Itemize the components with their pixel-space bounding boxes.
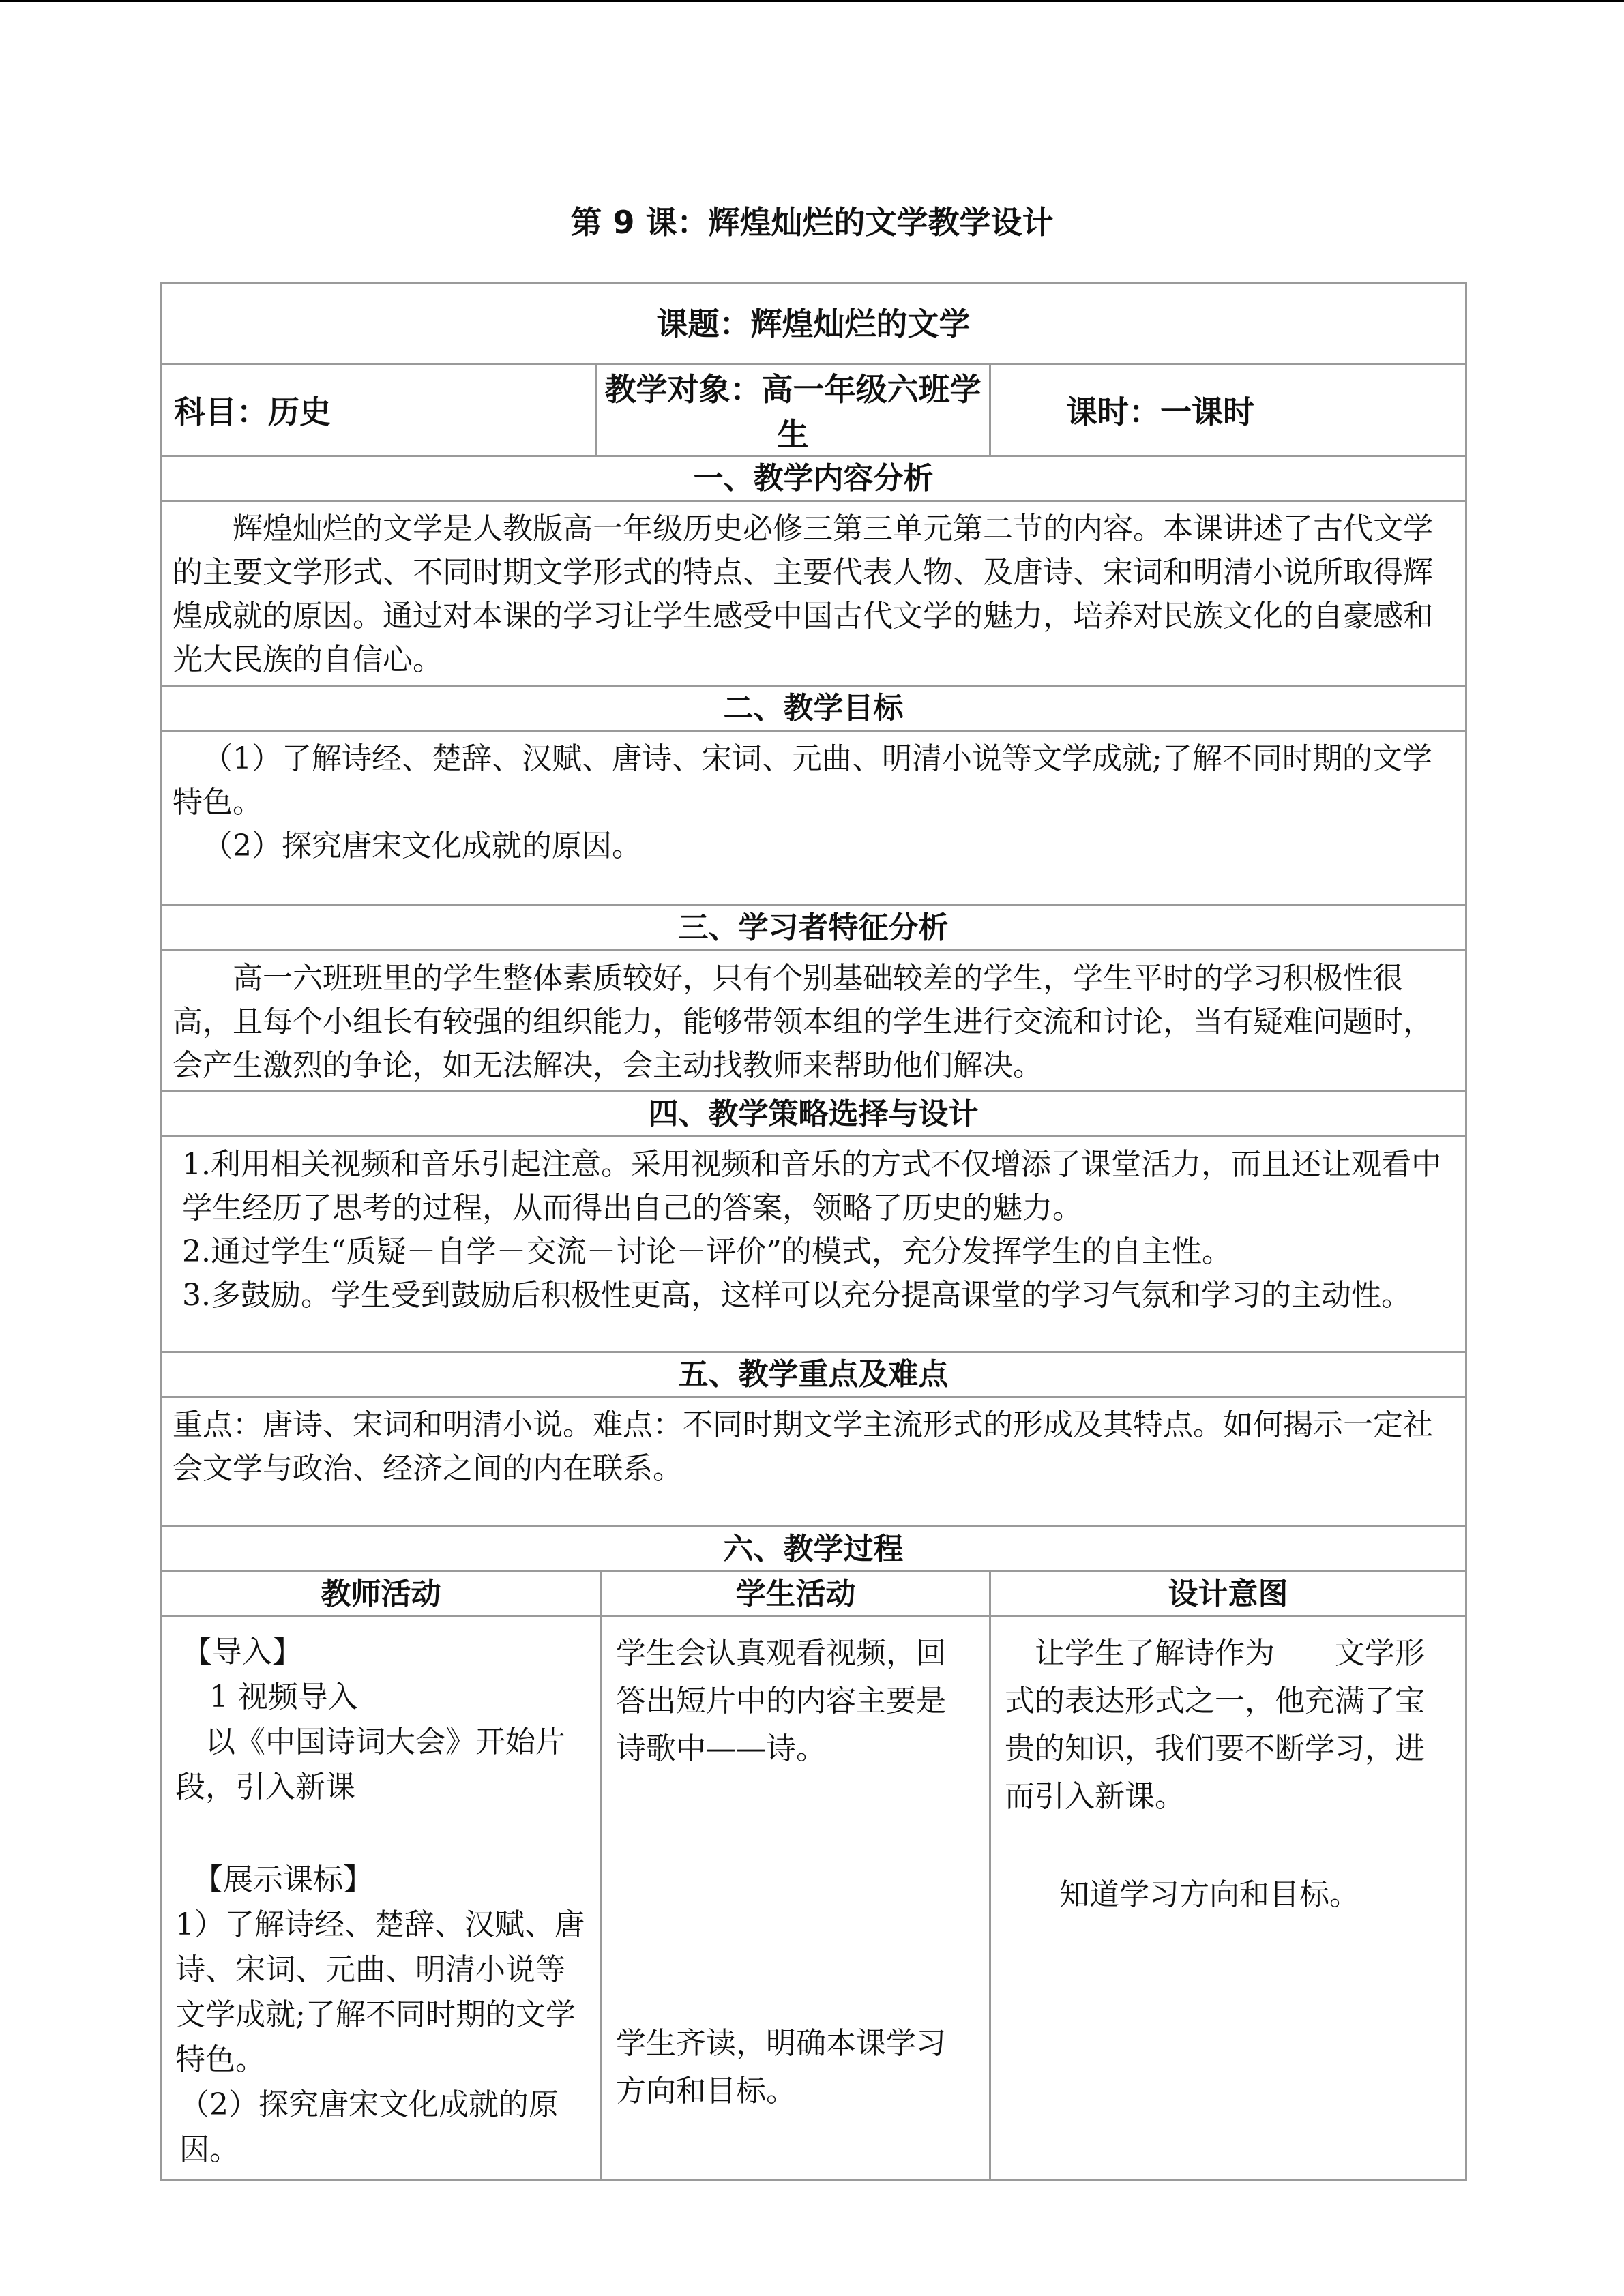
content-analysis-text: 辉煌灿烂的文学是人教版高一年级历史必修三第三单元第二节的内容。本课讲述了古代文学的主要文学形式、不同时期文学形式的特点、主要代表人物、及唐诗、宋词和明清小说所取得辉煌成就的原因。通过对本课的学习让学生感受中国古代文学的魅力，培养对民族文化的自豪感和光大民族的自信心。 bbox=[173, 511, 1433, 677]
student-activity-line: 学生会认真观看视频，回答出短片中的内容主要是诗歌中——诗。 bbox=[616, 1636, 946, 1766]
teacher-activity-line: 【导入】 bbox=[182, 1635, 302, 1669]
column-header-teacher: 教师活动 bbox=[161, 1572, 602, 1617]
strategy-item: 1.利用相关视频和音乐引起注意。采用视频和音乐的方式不仅增添了课堂活力，而且还让观看中学生经历了思考的过程，从而得出自己的答案，领略了历史的魅力。 bbox=[182, 1147, 1441, 1225]
lesson-plan-table bbox=[160, 282, 1467, 2181]
document-title: 第 9 课：辉煌灿烂的文学教学设计 bbox=[570, 204, 1054, 241]
student-activity-cell bbox=[602, 1617, 990, 2181]
top-border-line bbox=[0, 0, 1624, 2]
teacher-activity-line: （2）探究唐宋文化成就的原因。 bbox=[179, 2087, 559, 2167]
key-points-cell bbox=[161, 1397, 1466, 1527]
objectives-cell bbox=[161, 731, 1466, 906]
strategy-item: 3.多鼓励。学生受到鼓励后积极性更高，这样可以充分提高课堂的学习气氛和学习的主动性。 bbox=[182, 1278, 1411, 1313]
objective-item: （1）了解诗经、楚辞、汉赋、唐诗、宋词、元曲、明清小说等文学成就;了解不同时期的文学特色。 bbox=[173, 741, 1432, 820]
spacer bbox=[1005, 1821, 1451, 1871]
subject-cell: 科目：历史 bbox=[161, 364, 596, 456]
spacer bbox=[616, 1773, 975, 2020]
column-header-student: 学生活动 bbox=[602, 1572, 990, 1617]
duration-cell: 课时：一课时 bbox=[990, 364, 1466, 456]
learner-analysis-cell bbox=[161, 951, 1466, 1092]
strategy-heading: 四、教学策略选择与设计 bbox=[161, 1092, 1466, 1137]
learner-analysis-heading: 三、学习者特征分析 bbox=[161, 906, 1466, 951]
process-heading: 六、教学过程 bbox=[161, 1527, 1466, 1572]
key-points-text: 重点：唐诗、宋词和明清小说。难点：不同时期文学主流形式的形成及其特点。如何揭示一定社会文学与政治、经济之间的内在联系。 bbox=[173, 1407, 1433, 1486]
audience-cell: 教学对象：高一年级六班学生 bbox=[596, 364, 990, 456]
column-header-intent: 设计意图 bbox=[990, 1572, 1466, 1617]
teacher-activity-line: 1）了解诗经、楚辞、汉赋、唐诗、宋词、元曲、明清小说等文学成就;了解不同时期的文学特色。 bbox=[175, 1907, 585, 2077]
design-intent-line: 知道学习方向和目标。 bbox=[1059, 1877, 1359, 1912]
teacher-activity-cell bbox=[161, 1617, 602, 2181]
student-activity-line: 学生齐读，明确本课学习方向和目标。 bbox=[616, 2026, 946, 2108]
objective-item: （2）探究唐宋文化成就的原因。 bbox=[203, 829, 642, 863]
strategy-item: 2.通过学生“质疑－自学－交流－讨论－评价”的模式，充分发挥学生的自主性。 bbox=[182, 1234, 1232, 1269]
teacher-activity-line: 以《中国诗词大会》开始片段，引入新课 bbox=[175, 1725, 565, 1804]
topic-cell: 课题：辉煌灿烂的文学 bbox=[161, 284, 1466, 364]
spacer bbox=[175, 1810, 587, 1858]
key-points-heading: 五、教学重点及难点 bbox=[161, 1352, 1466, 1397]
objectives-heading: 二、教学目标 bbox=[161, 686, 1466, 731]
content-analysis-heading: 一、教学内容分析 bbox=[161, 456, 1466, 501]
content-analysis-cell bbox=[161, 501, 1466, 686]
design-intent-cell bbox=[990, 1617, 1466, 2181]
teacher-activity-line: 【展示课标】 bbox=[193, 1862, 373, 1897]
learner-analysis-text: 高一六班班里的学生整体素质较好，只有个别基础较差的学生，学生平时的学习积极性很高，且每个小组长有较强的组织能力，能够带领本组的学生进行交流和讨论，当有疑难问题时，会产生激烈的争论，如无法解决，会主动找教师来帮助他们解决。 bbox=[173, 961, 1433, 1083]
teacher-activity-line: 1 视频导入 bbox=[209, 1680, 358, 1714]
design-intent-line: 让学生了解诗作为 文学形式的表达形式之一，他充满了宝贵的知识，我们要不断学习，进而引入新课。 bbox=[1005, 1636, 1425, 1814]
strategy-cell bbox=[161, 1137, 1466, 1352]
